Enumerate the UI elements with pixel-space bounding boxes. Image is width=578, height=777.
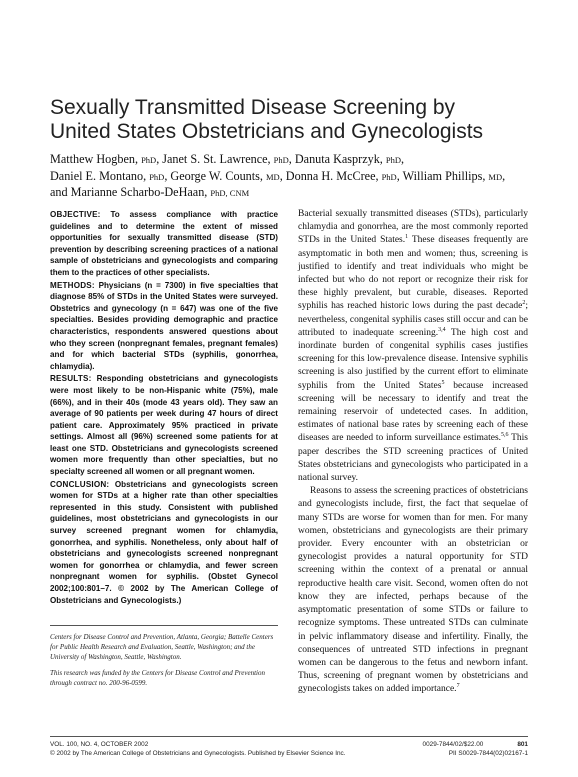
- article-title: Sexually Transmitted Disease Screening by United States Obstetricians and Gynecologists: [50, 96, 484, 144]
- page-footer: [50, 736, 528, 758]
- copyright: © 2002 by The American College of Obstetricians and Gynecologists. Published by Elsevier Science Inc.: [50, 750, 346, 757]
- author: George W. Counts, MD,: [170, 168, 283, 183]
- author: William Phillips, MD,: [402, 168, 506, 183]
- affiliation-divider: [50, 625, 278, 626]
- page-number: 801: [517, 741, 528, 748]
- body-paragraph: Bacterial sexually transmitted diseases (STDs), particularly chlamydia and gonorrhea, are the most commonly reported STDs in the United States.$^1$ These diseases frequently are asymptomatic in both men and women; thus, screening is justified to identify and treat individuals who might be infected but who do not report or recognize their risk for these highly prevalent, but curable, diseases. Reported syphilis has reached historic lows during the past decade$^2$; nevertheless, congenital syphilis cases still occur and can be attributed to inadequate screening.$^{3,4}$ The high cost and inordinate burden of congenital syphilis cases justifies screening for this low-prevalence disease. Intensive syphilis screening is also justified by the current effort to eliminate syphilis from the United States$^5$ because increased screening will be necessary to identify and treat the remaining reservoir of undetected cases. In addition, estimates of national base rates by screening each of these diseases are needed to inform surveillance estimates.$^{5,6}$ This paper describes the STD screening practices of United States obstetricians and gynecologists who participated in a national survey.: [298, 209, 529, 484]
- issn: 0029-7844/02/$22.00: [422, 741, 484, 748]
- abstract-conclusion: CONCLUSION: Obstetricians and gynecologists screen women for STDs at a higher rate than other specialties represented in this study. Consistent with published guidelines, most obstetricians and gynecologists in our survey screened pregnant women for chlamydia, gonorrhea, and syphilis. Nonetheless, only about half of obstetricians and gynecologists screened nonpregnant women for gonorrhea or chlamydia, and fewer screen nonpregnant women for syphilis. (Obstet Gynecol 2002;100:801–7. © 2002 by The American College of Obstetricians and Gynecologists.): [50, 479, 278, 605]
- affiliation: Centers for Disease Control and Prevention, Atlanta, Georgia; Battelle Centers for Public Health Research and Evaluation, Seattle, Washington; and the University of Washington, Seattle, Washington.: [50, 633, 274, 661]
- body-paragraph: Reasons to assess the screening practices of obstetricians and gynecologists include, first, the fact that sequelae of many STDs are worse for women than for men. For many women, obstetricians and gynecologists are their primary provider. Every encounter with an obstetrician or gynecologist provides a natural opportunity for STD screening within the context of a prenatal or annual reproductive health care visit. Second, women often do not know they are infected, perhaps because of the asymptomatic presentation of some STDs or failure to recognize symptoms. These untreated STDs can culminate in pelvic inflammatory disease and infertility. Finally, the consequences of untreated STD infections in pregnant women can be dangerous to the fetus and newborn infant. Thus, screening of pregnant women by obstetricians and gynecologists takes on added importance.$^7$: [298, 486, 528, 695]
- author: Danuta Kasprzyk, PhD,: [294, 152, 405, 166]
- pii: PII S0029-7844(02)02167-1: [448, 750, 528, 757]
- abstract-results: RESULTS: Responding obstetricians and gynecologists were most likely to be non-Hispanic white (75%), male (66%), and in their 40s (mode 43 years old). They saw an average of 90 patients per week during 47 hours of direct patient care. Approximately 95% practiced in private settings. Almost all (96%) screened some patients for at least one STD. Obstetricians and gynecologists screened women more frequently than other specialties, but no specialty screened all women or all pregnant women.: [50, 374, 279, 477]
- journal-volume: VOL. 100, NO. 4, OCTOBER 2002: [50, 741, 149, 748]
- abstract-objective: OBJECTIVE: To assess compliance with practice guidelines and to determine the extent of missed opportunities for sexually transmitted disease (STD) prevention by describing screening practices of a national sample of obstetricians and gynecologists and comparing them to the practices of other specialists.: [50, 210, 278, 277]
- author-list: [50, 152, 540, 202]
- abstract: [50, 209, 278, 607]
- affiliation-notes: [50, 632, 278, 694]
- author: Donna H. McCree, PhD,: [285, 168, 400, 183]
- author: Matthew Hogben, PhD,: [50, 152, 160, 166]
- author: Janet S. St. Lawrence, PhD,: [162, 152, 292, 166]
- author: and Marianne Scharbo-DeHaan, PhD, CNM: [50, 185, 250, 200]
- abstract-methods: METHODS: Physicians (n = 7300) in five specialties that diagnose 85% of STDs in the United States were surveyed. Obstetrics and gynecology (n = 647) was one of the five specialties. Besides providing demographic and practice characteristics, respondents answered questions about who they screen (nonpregnant females, pregnant females) and for which bacterial STDs (syphilis, gonorrhea, chlamydia).: [50, 280, 279, 371]
- body-text: [298, 208, 528, 697]
- author: Daniel E. Montano, PhD,: [50, 168, 168, 183]
- funding-note: This research was funded by the Centers for Disease Control and Prevention through contract no. 200-96-0599.: [50, 669, 265, 687]
